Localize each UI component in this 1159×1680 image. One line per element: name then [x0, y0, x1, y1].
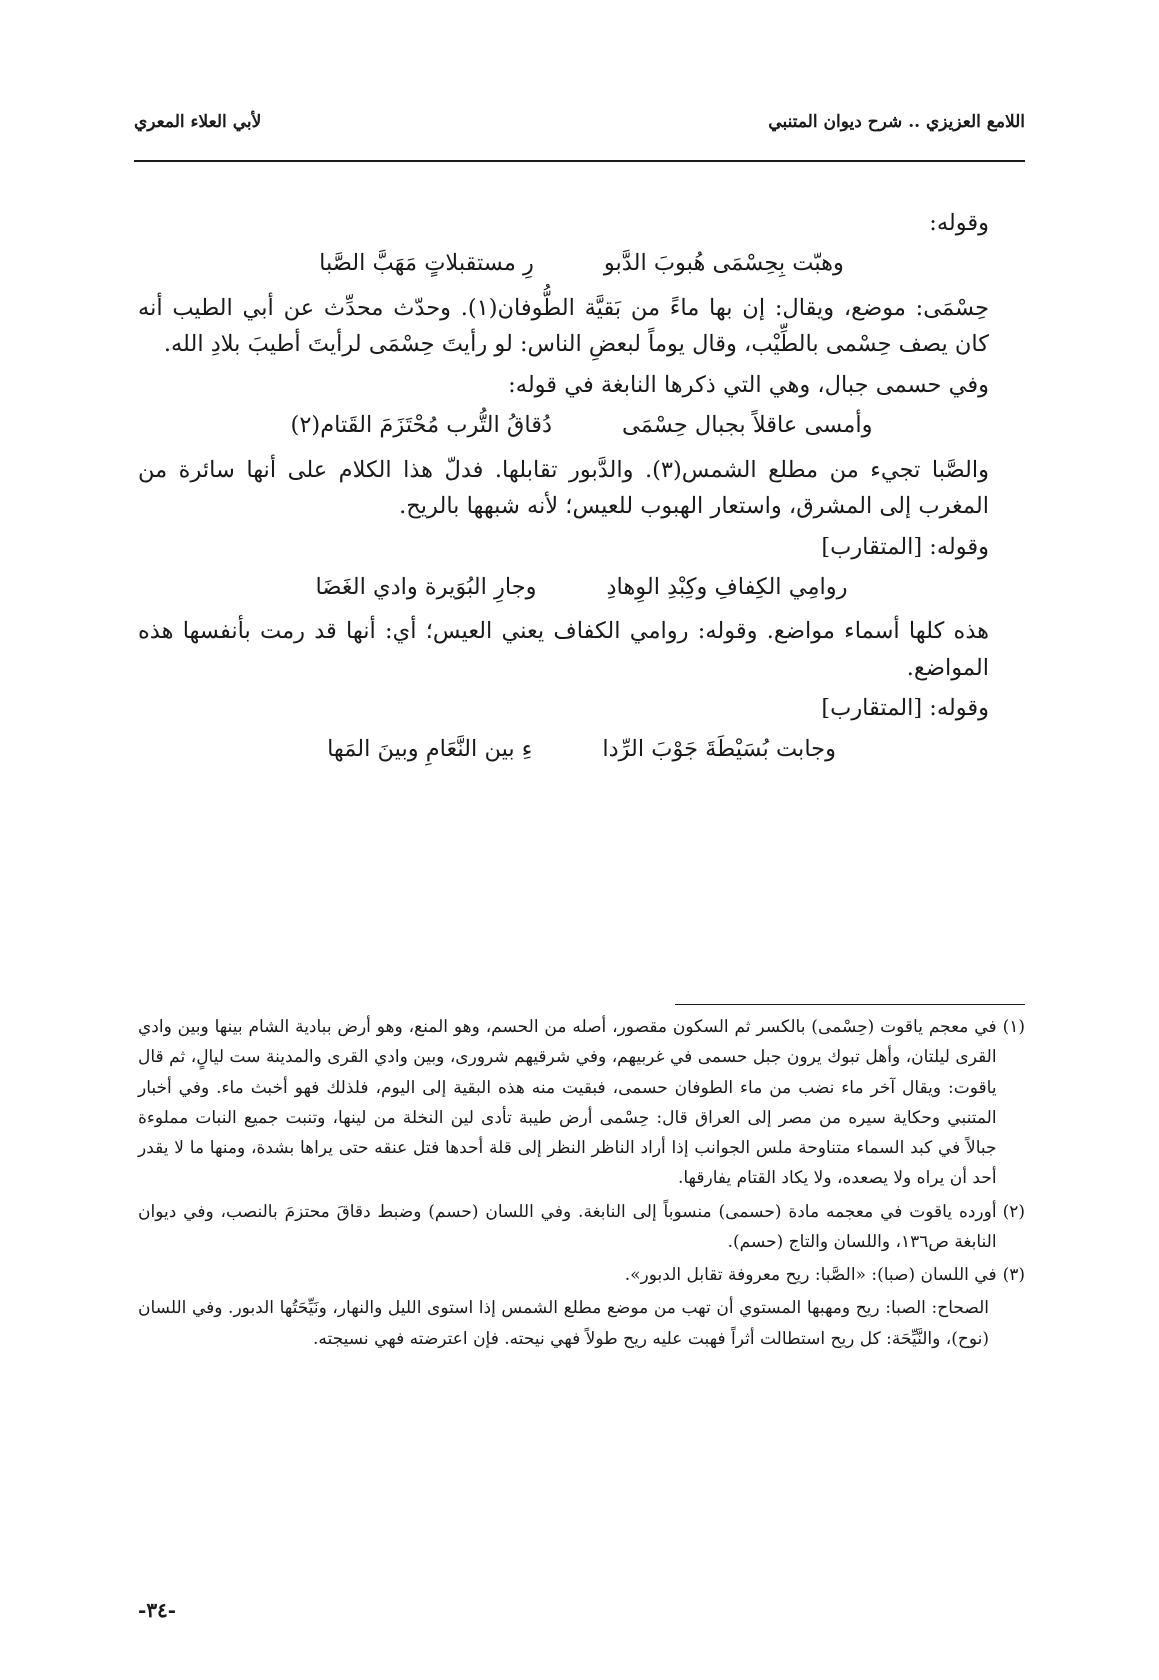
verse-line: [138, 245, 1025, 281]
footnote: [138, 1197, 1025, 1258]
footnote-number: (١): [1002, 1017, 1025, 1037]
footnote-continuation: الصحاح: الصبا: ريح ومهبها المستوي أن تهب من موضع مطلع الشمس إذا استوى الليل والنهار، ونَيِّحَتُها الدبور. وفي اللسان (نوح)، والنَّيِّحَة: كل ريح استطالت أثراً فهبت عليه ريح طولاً فهي نيحته. فإن اعترضته فهي نسيجته.: [138, 1298, 989, 1349]
commentary-paragraph: وفي حسمى جبال، وهي التي ذكرها النابغة في قوله:: [508, 371, 989, 398]
verse-line: [138, 407, 1025, 443]
verse-first-hemistich: وأمسى عاقلاً بجبال حِسْمَى: [622, 412, 873, 439]
footnote-number: (٢): [1002, 1201, 1025, 1222]
page-number: -٣٤-: [138, 1598, 177, 1622]
verse-line: [138, 731, 1025, 767]
footnote-text: أورده ياقوت في معجمه مادة (حسمى) منسوباً إلى النابغة. وفي اللسان (حسم) وضبط دقاقَ محتزمَ بالنصب، وفي ديوان النابغة ص١٣٦، واللسان والتاج (حسم).: [138, 1201, 997, 1252]
verse-second-hemistich: وجارِ البُوَيرة وادي الغَضَا: [315, 573, 537, 600]
footnote-separator: [675, 1004, 1025, 1005]
intro-line: وقوله:: [929, 210, 989, 236]
commentary-paragraph: والصَّبا تجيء من مطلع الشمس(٣). والدَّبور تقابلها. فدلّ هذا الكلام على أنها سائرة من المغرب إلى المشرق، واستعار الهبوب للعيس؛ لأنه شبهها بالريح.: [138, 456, 989, 520]
verse-second-hemistich: دُقاقُ التُّرب مُحْتَزَمَ القَتام(٢): [290, 412, 553, 439]
footnote-text: في معجم ياقوت (حِسْمى) بالكسر ثم السكون مقصور، أصله من الحسم، وهو المنع، وهو أرض ببادية الشام بينها وبين وادي القرى ليلتان، وأهل تبوك يرون جبل حسمى في غربيهم، وفي شرقيهم شرورى، وبين وادي القرى والمدينة ست ليالٍ، ثم قال ياقوت: ويقال آخر ماء نضب من ماء الطوفان حسمى، فبقيت منه هذه البقية إلى اليوم، فلذلك فهو أخبث ماء. وفي أخبار المتنبي وحكاية سيره من مصر إلى العراق قال: حِسْمى أرض طيبة تأدى لين النخلة من لينها، وتنبت جميع النبات مملوءة جبالاً في كبد السماء متناوحة ملس الجوانب إذا أراد الناظر النظر إلى قلة أحدها فتل عنقه حتى يراها بشدة، ومنها ما لا يقدر أحد أن يراه ولا يصعده، ولا يكاد القتام يفارقها.: [138, 1017, 997, 1189]
commentary-paragraph: هذه كلها أسماء مواضع. وقوله: روامي الكفاف يعني العيس؛ أي: أنها قد رمت بأنفسها هذه المواضع.: [138, 618, 989, 681]
intro-line: وقوله: [المتقارب]: [821, 695, 989, 722]
footnote: [138, 1260, 1025, 1290]
header-book-title: اللامع العزيزي .. شرح ديوان المتنبي: [768, 112, 1025, 132]
footnote-number: (٣): [1002, 1265, 1025, 1285]
verse-first-hemistich: روامِي الكِفافِ وكِبْدِ الوِهادِ: [606, 573, 848, 600]
main-text: [138, 205, 1025, 775]
commentary-paragraph: حِسْمَى: موضع، ويقال: إن بها ماءً من بَقيَّة الطُّوفان(١). وحدّث محدِّث عن أبي الطيب أنه كان يصف حِسْمى بالطِّيْب، وقال يوماً لبعضِ الناس: لو رأيتَ حِسْمَى لرأيتَ أطيبَ بلادِ الله.: [138, 294, 989, 358]
footnotes: [138, 1012, 1025, 1357]
header-rule: [134, 160, 1025, 162]
verse-first-hemistich: وهبّت بِحِسْمَى هُبوبَ الدَّبو: [603, 250, 844, 277]
verse-first-hemistich: وجابت بُسَيْطَةَ جَوْبَ الرِّدا: [602, 735, 836, 762]
header-author: لأبي العلاء المعري: [134, 112, 262, 132]
verse-second-hemistich: ءِ بين النَّعَامِ وبينَ المَها: [327, 735, 533, 762]
verse-second-hemistich: رِ مستقبلاتٍ مَهَبَّ الصَّبا: [319, 250, 534, 277]
intro-line: وقوله: [المتقارب]: [821, 533, 989, 560]
footnote-text: في اللسان (صبا): «الصَّبا: ريح معروفة تقابل الدبور».: [624, 1265, 997, 1285]
footnote: [138, 1012, 1025, 1194]
verse-line: [138, 569, 1025, 605]
running-header: [134, 112, 1025, 132]
